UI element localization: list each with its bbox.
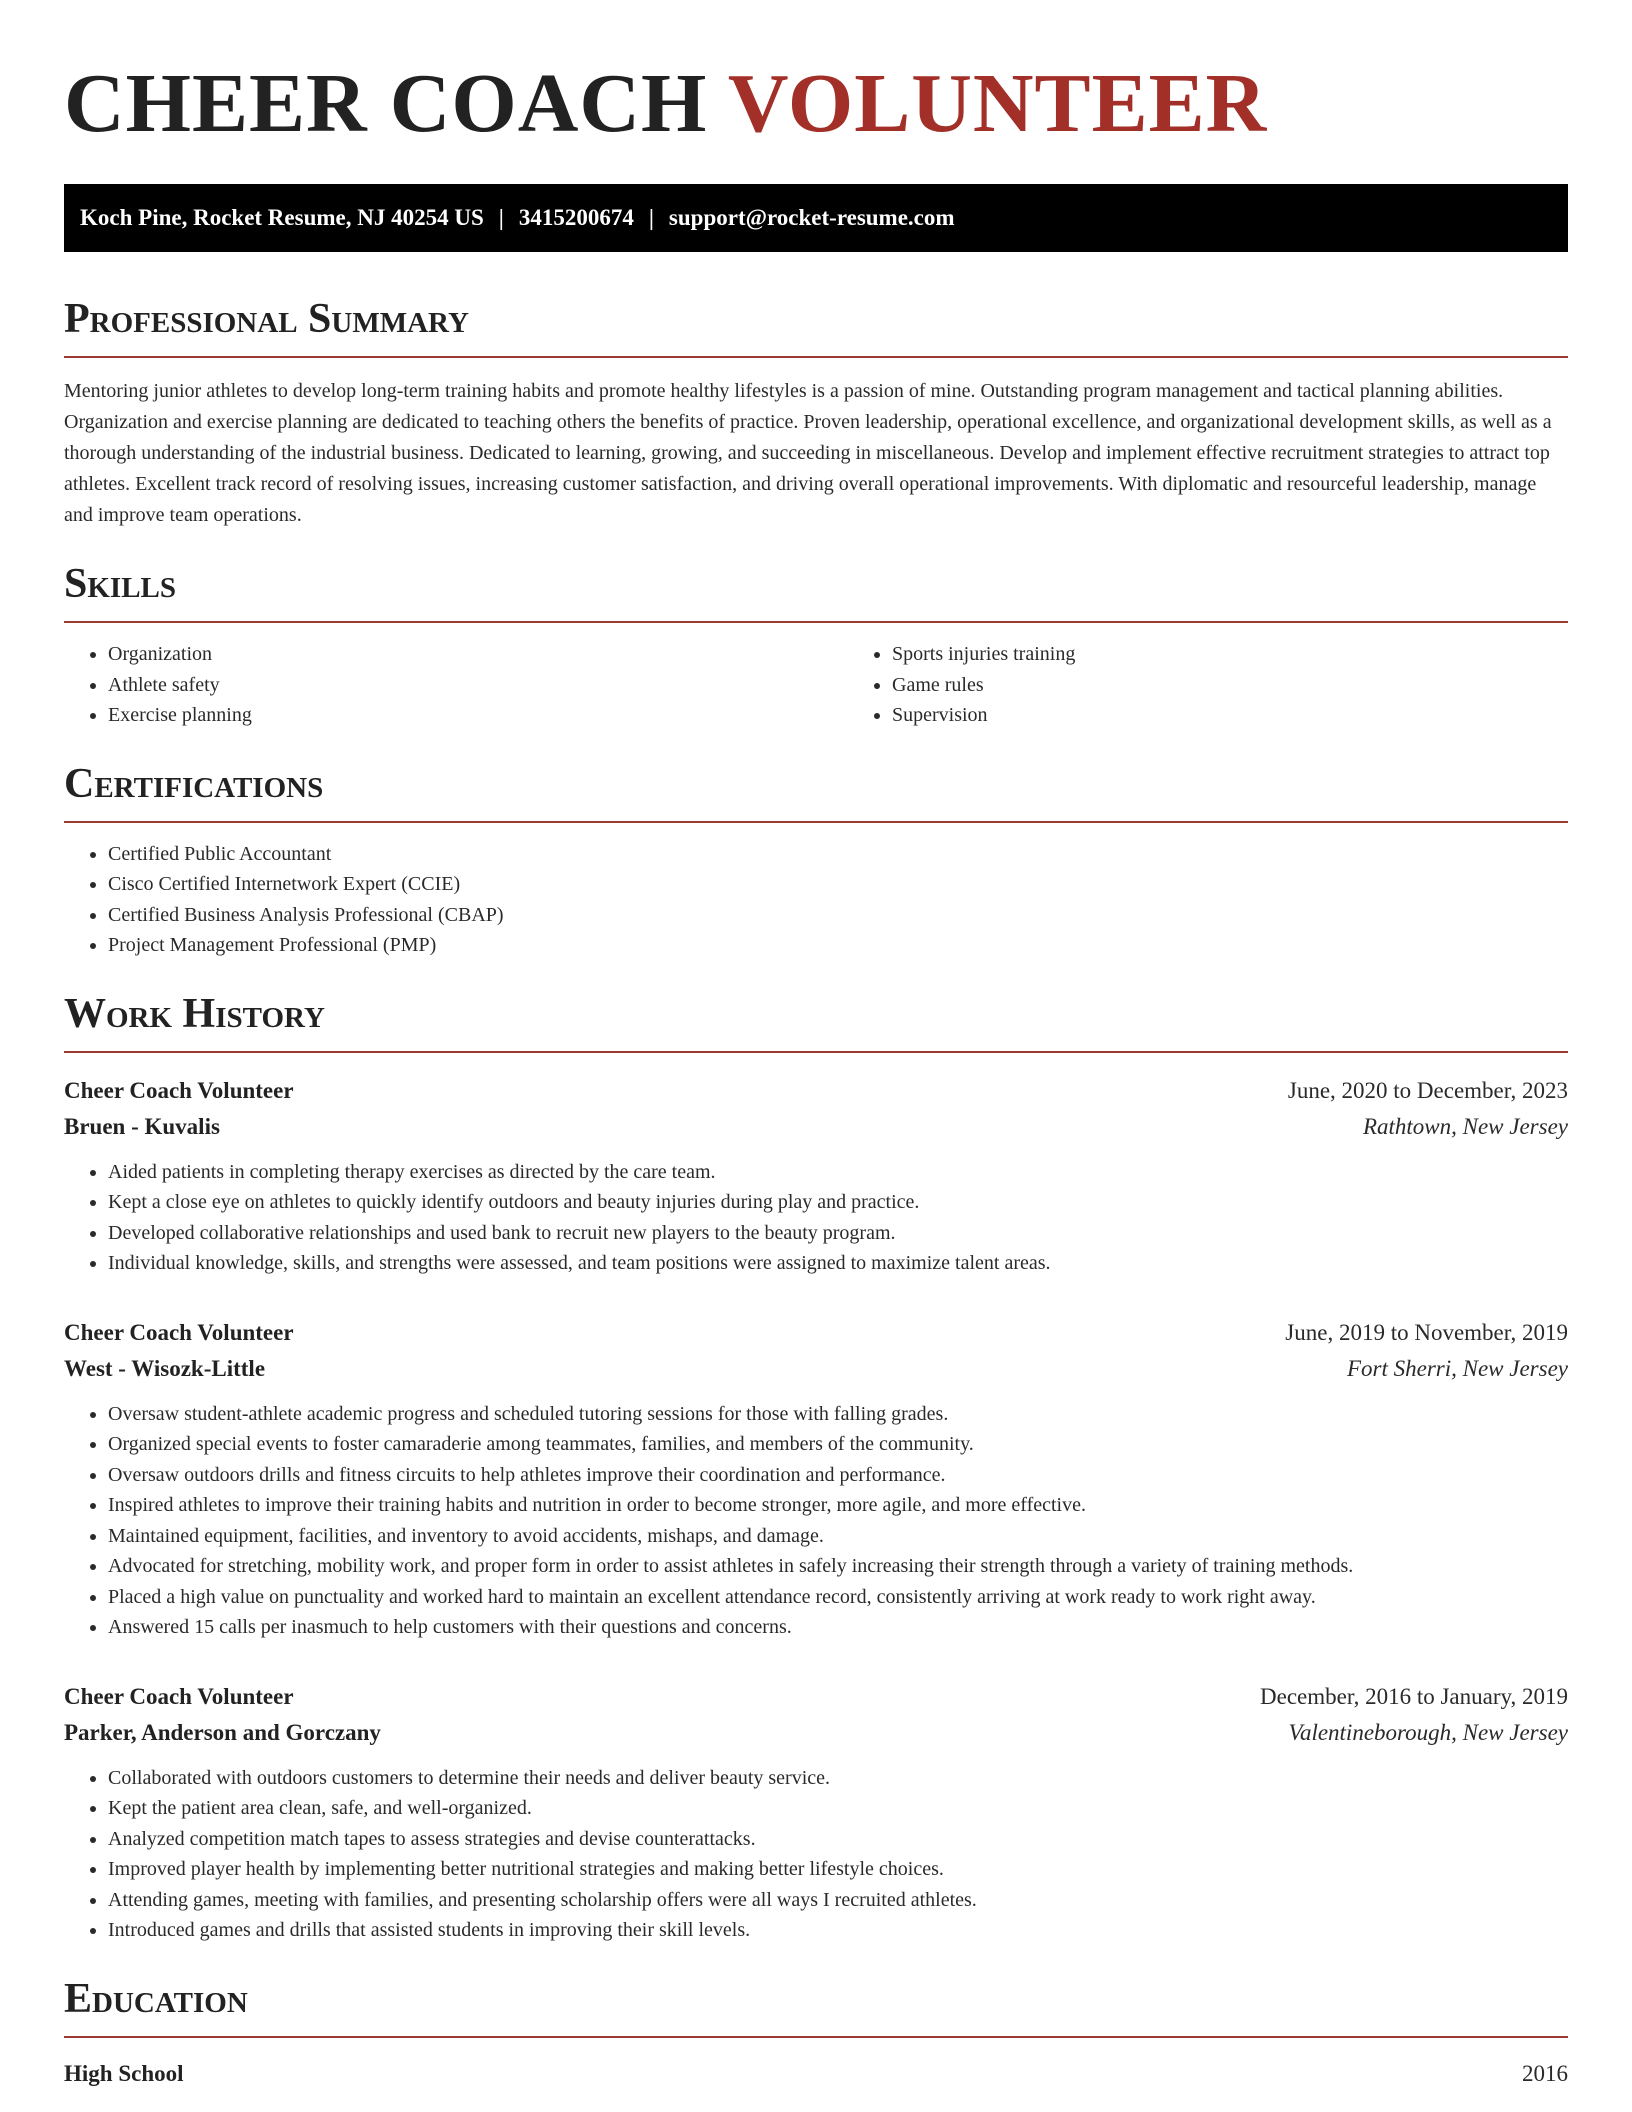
title-accent: VOLUNTEER: [727, 57, 1268, 150]
contact-phone[interactable]: 3415200674: [518, 205, 634, 230]
skill-item: • Supervision: [892, 700, 1632, 731]
summary-text: Mentoring junior athletes to develop long-term training habits and promote healthy lifestyles is a passion of mine. Outstanding program management and tactical planning abilities. Organization and exercise planning are dedicated to teaching others the benefits of practice. Proven leadership, operational excellence, and organizational development skills, as well as a thorough understanding of the industrial business. Dedicated to learning, growing, and succeeding in miscellaneous. Develop and implement effective recruitment strategies to attract top athletes. Excellent track record of resolving issues, increasing customer satisfaction, and driving overall operational improvements. With diplomatic and resourceful leadership, manage and improve team operations.: [64, 380, 1552, 526]
skill-item: • Sports injuries training: [892, 639, 1632, 670]
contact-separator: |: [498, 205, 504, 230]
job-title: Cheer Coach Volunteer: [64, 1077, 294, 1103]
job-company-row: [64, 1109, 1568, 1145]
job-header-row: [64, 1679, 1568, 1715]
education-entry: [64, 2056, 1568, 2092]
resume-title: [64, 0, 1568, 150]
job-location: Valentineborough, New Jersey: [1288, 1719, 1568, 1745]
job-duty: • Improved player health by implementing better nutritional strategies and making better lifestyle choices.: [108, 1854, 1568, 1885]
job-duty: • Aided patients in completing therapy exercises as directed by the care team.: [108, 1157, 1568, 1188]
job-duty: • Oversaw student-athlete academic progress and scheduled tutoring sessions for those with falling grades.: [108, 1399, 1568, 1430]
contact-separator: |: [648, 205, 654, 230]
job-duty: • Advocated for stretching, mobility work, and proper form in order to assist athletes in safely increasing their strength through a variety of training methods.: [108, 1551, 1568, 1582]
job-duty: • Maintained equipment, facilities, and inventory to avoid accidents, mishaps, and damage.: [108, 1521, 1568, 1552]
job-duties-list: [64, 1157, 1568, 1279]
job-duties-list: [64, 1399, 1568, 1643]
skill-item: • Exercise planning: [108, 700, 848, 731]
skill-item: • Athlete safety: [108, 670, 848, 701]
job-title: Cheer Coach Volunteer: [64, 1319, 294, 1345]
job-duty: • Developed collaborative relationships and used bank to recruit new players to the beauty program.: [108, 1218, 1568, 1249]
job-company-row: [64, 1351, 1568, 1387]
job-duties-list: [64, 1763, 1568, 1946]
job-company: West - Wisozk-Little: [64, 1355, 266, 1381]
certification-item: • Cisco Certified Internetwork Expert (CCIE): [108, 869, 1568, 900]
job-location: Rathtown, New Jersey: [1362, 1113, 1568, 1139]
job-duty: • Analyzed competition match tapes to assess strategies and devise counterattacks.: [108, 1824, 1568, 1855]
skills-list-right: [848, 639, 1632, 731]
job-duty: • Answered 15 calls per inasmuch to help customers with their questions and concerns.: [108, 1612, 1568, 1643]
certification-item: • Certified Business Analysis Professional (CBAP): [108, 900, 1568, 931]
job-entry: [64, 1073, 1568, 1279]
education-section: [64, 1974, 1568, 2092]
job-location: Fort Sherri, New Jersey: [1346, 1355, 1568, 1381]
job-duty: • Collaborated with outdoors customers to determine their needs and deliver beauty service.: [108, 1763, 1568, 1794]
certification-item: • Project Management Professional (PMP): [108, 930, 1568, 961]
job-company-row: [64, 1715, 1568, 1751]
job-duty: • Oversaw outdoors drills and fitness circuits to help athletes improve their coordination and performance.: [108, 1460, 1568, 1491]
job-duty: • Kept the patient area clean, safe, and well-organized.: [108, 1793, 1568, 1824]
job-duty: • Kept a close eye on athletes to quickly identify outdoors and beauty injuries during play and practice.: [108, 1187, 1568, 1218]
skill-item: • Game rules: [892, 670, 1632, 701]
job-duty: • Organized special events to foster camaraderie among teammates, families, and members of the community.: [108, 1429, 1568, 1460]
job-dates: June, 2019 to November, 2019: [1285, 1319, 1568, 1345]
work-history-section: [64, 989, 1568, 1946]
job-dates: June, 2020 to December, 2023: [1287, 1077, 1568, 1103]
contact-email[interactable]: support@rocket-resume.com: [668, 205, 955, 230]
education-degree: High School: [64, 2060, 184, 2086]
certification-item: • Certified Public Accountant: [108, 839, 1568, 870]
job-duty: • Individual knowledge, skills, and strengths were assessed, and team positions were assigned to maximize talent areas.: [108, 1248, 1568, 1279]
certifications-list: [64, 839, 1568, 961]
contact-bar: [64, 184, 1568, 252]
job-title: Cheer Coach Volunteer: [64, 1683, 294, 1709]
job-header-row: [64, 1073, 1568, 1109]
skill-item: • Organization: [108, 639, 848, 670]
job-duty: • Attending games, meeting with families, and presenting scholarship offers were all ways I recruited athletes.: [108, 1885, 1568, 1916]
job-header-row: [64, 1315, 1568, 1351]
section-heading-certifications: Certifications: [64, 759, 1568, 823]
contact-address: Koch Pine, Rocket Resume, NJ 40254 US: [80, 205, 484, 230]
section-heading-education: Education: [64, 1974, 1568, 2038]
certifications-section: [64, 759, 1568, 961]
skills-section: [64, 559, 1568, 731]
job-duty: • Inspired athletes to improve their training habits and nutrition in order to become stronger, more agile, and more effective.: [108, 1490, 1568, 1521]
skills-columns: [64, 623, 1568, 731]
job-duty: • Introduced games and drills that assisted students in improving their skill levels.: [108, 1915, 1568, 1946]
job-company: Bruen - Kuvalis: [64, 1113, 220, 1139]
summary-section: [64, 294, 1568, 531]
education-year: 2016: [1522, 2060, 1568, 2086]
skills-list-left: [64, 639, 848, 731]
section-heading-work-history: Work History: [64, 989, 1568, 1053]
job-entry: [64, 1679, 1568, 1946]
section-heading-summary: Professional Summary: [64, 294, 1568, 358]
job-entry: [64, 1315, 1568, 1643]
job-dates: December, 2016 to January, 2019: [1260, 1683, 1568, 1709]
title-main: CHEER COACH: [64, 57, 708, 150]
section-heading-skills: Skills: [64, 559, 1568, 623]
job-company: Parker, Anderson and Gorczany: [64, 1719, 381, 1745]
job-duty: • Placed a high value on punctuality and worked hard to maintain an excellent attendance record, consistently arriving at work ready to work right away.: [108, 1582, 1568, 1613]
